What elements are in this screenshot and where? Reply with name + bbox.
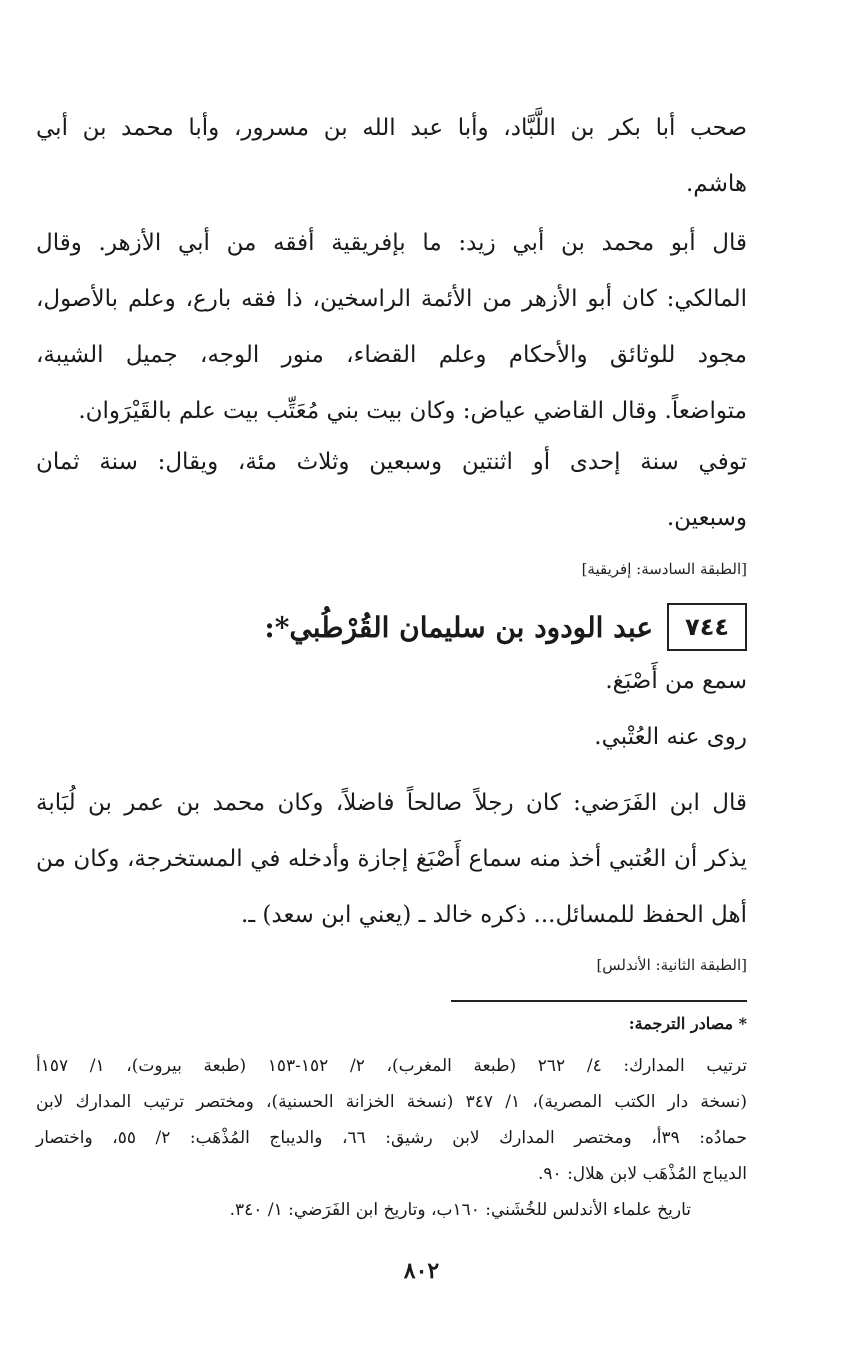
paragraph-line: هاشم. <box>685 171 747 197</box>
paragraph-line: صحب أبا بكر بن اللَّبَّاد، وأبا عبد الله بن مسرور، وأبا محمد بن أبي <box>36 115 747 141</box>
paragraph-line: مجود للوثائق والأحكام وعلم القضاء، منور الوجه، جميل الشيبة، <box>36 342 747 368</box>
heard-from-line: سمع من أَصْبَغ. <box>605 668 747 694</box>
footnote-line: حمادُه: ٣٩أ، ومختصر المدارك لابن رشيق: ٦٦، والديباج المُذْهَب: ٢/ ٥٥، واختصار <box>36 1128 747 1148</box>
footnote-line: الديباج المُذْهَب لابن هلال: ٩٠. <box>538 1164 747 1184</box>
paragraph-line: أهل الحفظ للمسائل... ذكره خالد ـ (يعني ابن سعد) ـ. <box>241 902 747 928</box>
paragraph-3 <box>36 434 747 546</box>
paragraph-line: توفي سنة إحدى أو اثنتين وسبعين وثلاث مئة، ويقال: سنة ثمان <box>36 449 747 475</box>
paragraph-line: المالكي: كان أبو الأزهر من الأئمة الراسخين، ذا فقه بارع، وعلم بالأصول، <box>36 286 747 312</box>
paragraph-4 <box>36 775 747 943</box>
page-number: ٨٠٢ <box>403 1258 440 1284</box>
footnote-line: ترتيب المدارك: ٤/ ٢٦٢ (طبعة المغرب)، ٢/ ١٥٢-١٥٣ (طبعة بيروت)، ١/ ١٥٧أ <box>36 1056 747 1076</box>
footnote-line: تاريخ علماء الأندلس للخُشَني: ١٦٠ب، وتاريخ ابن الفَرَضي: ١/ ٣٤٠. <box>229 1200 691 1220</box>
entry-heading <box>264 600 747 654</box>
paragraph-2 <box>36 215 747 439</box>
narrated-by-line: روى عنه العُتْبي. <box>594 724 747 750</box>
paragraph-line: وسبعين. <box>666 505 747 531</box>
footnote-body <box>36 1048 747 1228</box>
section-tag: [الطبقة السادسة: إفريقية] <box>581 560 747 578</box>
entry-title: عبد الودود بن سليمان القُرْطُبي*: <box>264 610 654 644</box>
paragraph-line: يذكر أن العُتبي أخذ منه سماع أَصْبَغ إجازة وأدخله في المستخرجة، وكان من <box>36 846 747 872</box>
paragraph-line: قال أبو محمد بن أبي زيد: ما بإفريقية أفقه من أبي الأزهر. وقال <box>36 230 747 256</box>
paragraph-line: متواضعاً. وقال القاضي عياض: وكان بيت بني مُعَتِّب بيت علم بالقَيْرَوان. <box>78 398 747 424</box>
paragraph-1 <box>36 100 747 212</box>
footnote-line: (نسخة دار الكتب المصرية)، ١/ ٣٤٧ (نسخة الخزانة الحسنية)، ومختصر ترتيب المدارك لابن <box>36 1092 747 1112</box>
footnote-heading: * مصادر الترجمة: <box>628 1014 747 1033</box>
entry-number: ٧٤٤ <box>667 603 747 651</box>
paragraph-line: قال ابن الفَرَضي: كان رجلاً صالحاً فاضلاً، وكان محمد بن عمر بن لُبَابة <box>36 790 747 816</box>
footnote-rule <box>451 1000 747 1002</box>
section-tag: [الطبقة الثانية: الأندلس] <box>596 956 747 974</box>
